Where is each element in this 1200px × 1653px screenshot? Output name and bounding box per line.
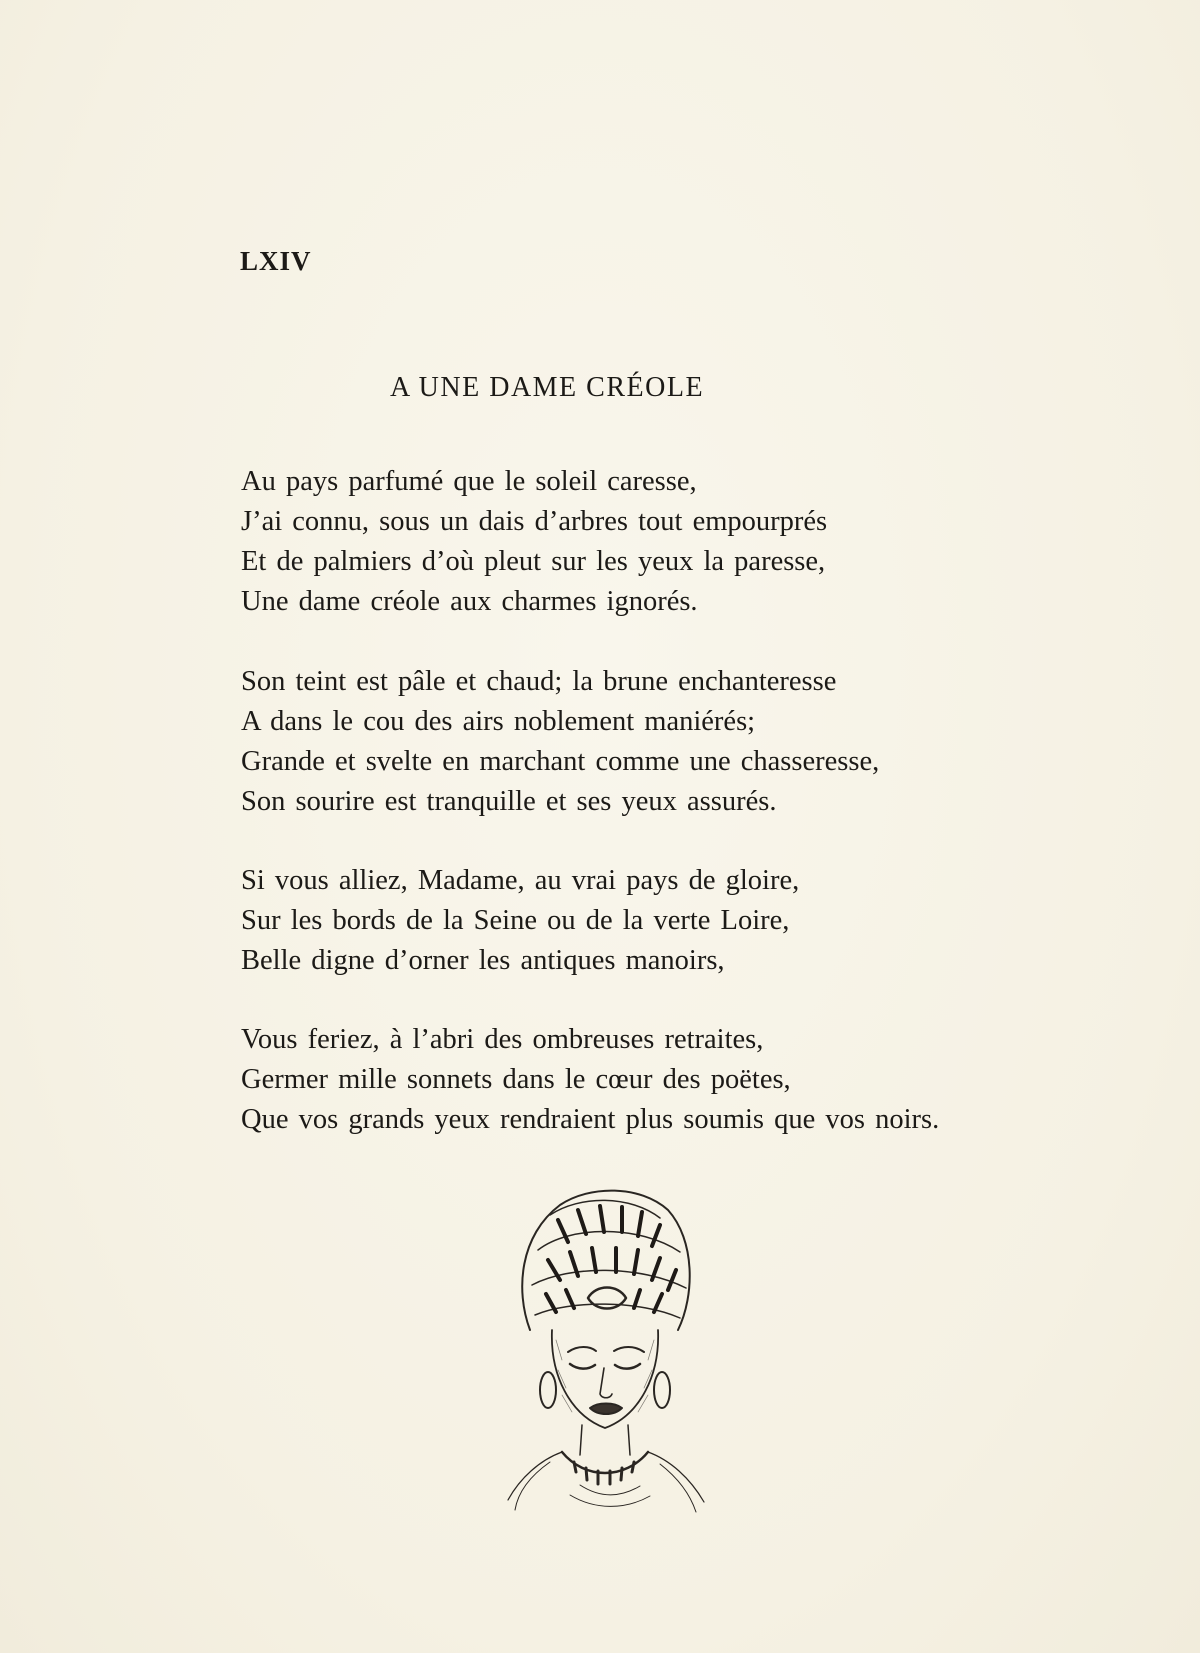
verse-line: Son sourire est tranquille et ses yeux assurés. bbox=[241, 786, 777, 817]
poem-title: A UNE DAME CRÉOLE bbox=[390, 372, 705, 403]
verse-line: Belle digne d’orner les antiques manoirs, bbox=[241, 945, 725, 976]
verse-line: Sur les bords de la Seine ou de la verte Loire, bbox=[241, 905, 790, 936]
verse-line: Vous feriez, à l’abri des ombreuses retraites, bbox=[241, 1024, 764, 1055]
verse-line: A dans le cou des airs noblement maniérés; bbox=[241, 706, 756, 737]
verse-line: Au pays parfumé que le soleil caresse, bbox=[241, 466, 697, 497]
stanza-3 bbox=[241, 861, 799, 981]
verse-line: J’ai connu, sous un dais d’arbres tout empourprés bbox=[241, 506, 828, 537]
verse-line: Germer mille sonnets dans le cœur des poëtes, bbox=[241, 1064, 791, 1095]
verse-line: Si vous alliez, Madame, au vrai pays de gloire, bbox=[241, 865, 800, 896]
verse-line: Que vos grands yeux rendraient plus soumis que vos noirs. bbox=[241, 1104, 940, 1135]
verse-line: Et de palmiers d’où pleut sur les yeux la paresse, bbox=[241, 546, 826, 577]
stanza-1 bbox=[241, 462, 827, 622]
verse-line: Son teint est pâle et chaud; la brune enchanteresse bbox=[241, 666, 837, 697]
stanza-4 bbox=[241, 1020, 939, 1140]
stanza-2 bbox=[241, 662, 879, 822]
verse-line: Grande et svelte en marchant comme une chasseresse, bbox=[241, 746, 880, 777]
verse-line: Une dame créole aux charmes ignorés. bbox=[241, 586, 698, 617]
poem-number: LXIV bbox=[240, 246, 312, 276]
woman-portrait-drawing-icon bbox=[490, 1180, 720, 1520]
